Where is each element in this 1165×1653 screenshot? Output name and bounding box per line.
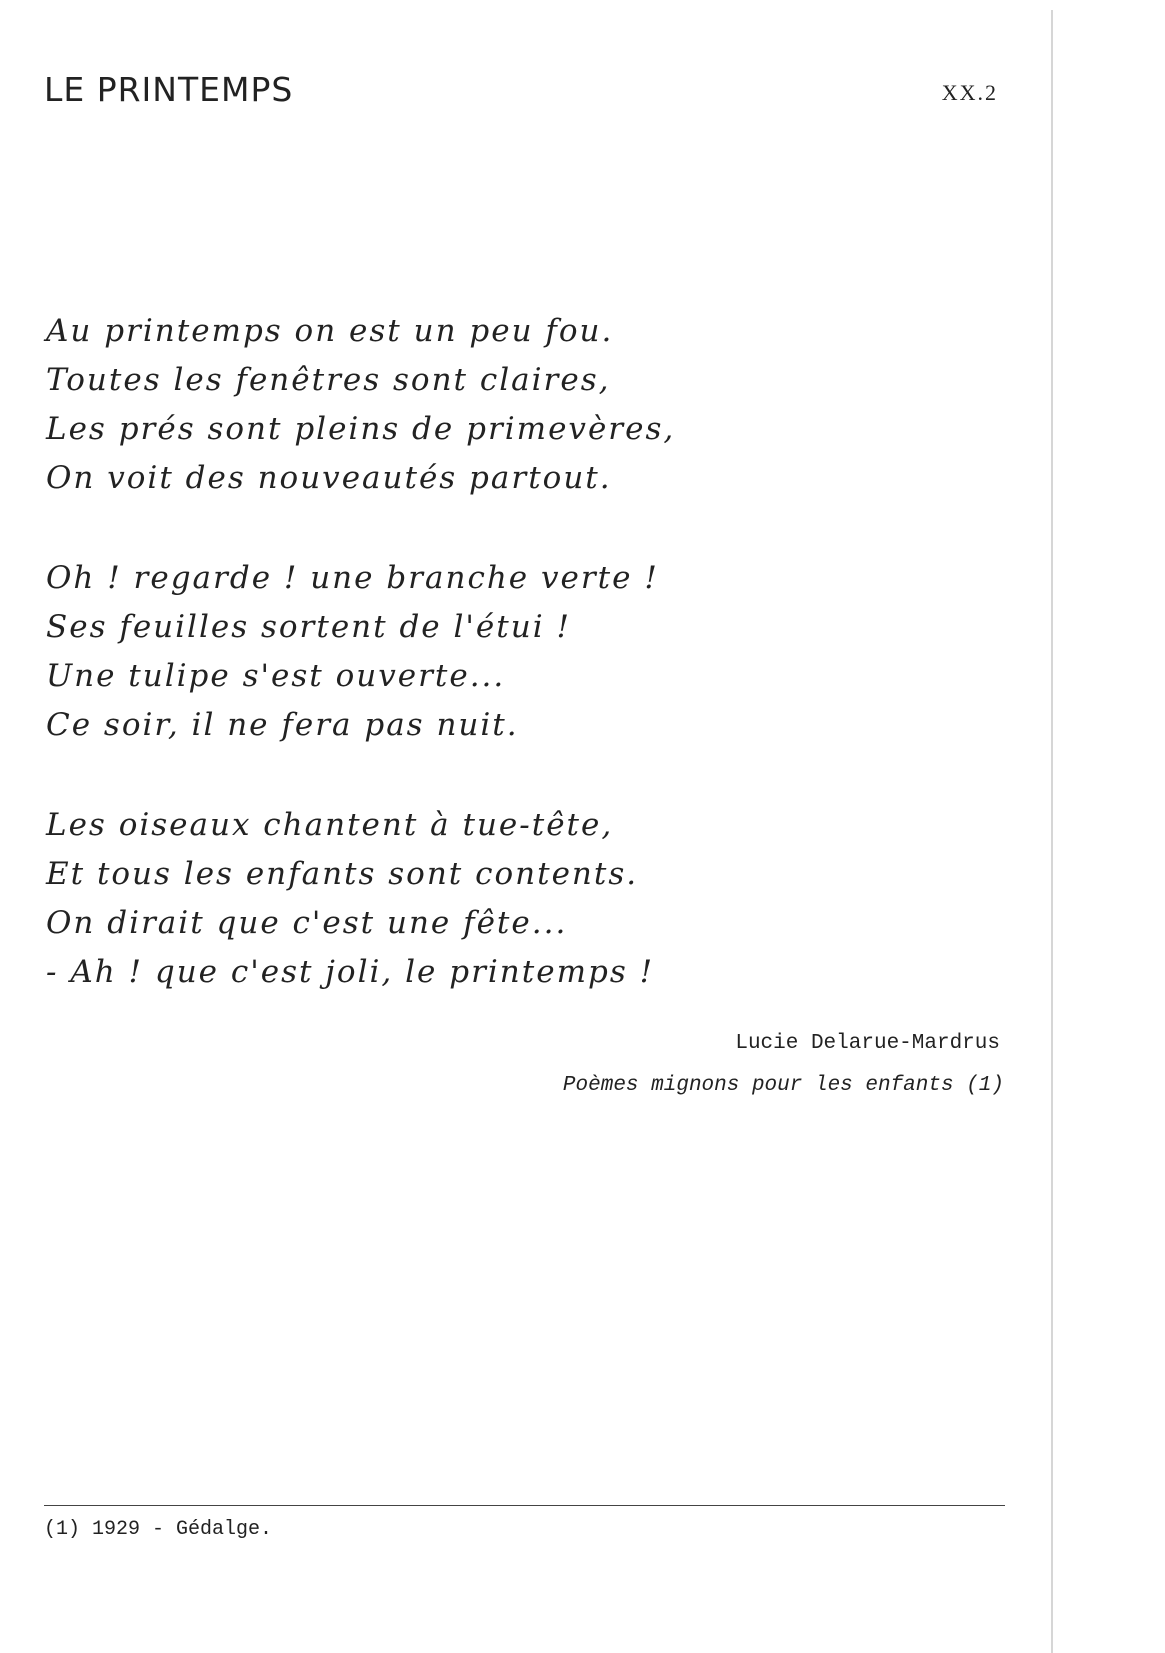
poem [46, 307, 946, 1048]
verse-line: Les prés sont pleins de primevères, [46, 411, 676, 447]
footnote-divider [44, 1505, 1005, 1506]
stanza-3 [46, 801, 946, 997]
verse-line: Toutes les fenêtres sont claires, [46, 362, 611, 398]
verse-line: Au printemps on est un peu fou. [46, 313, 614, 349]
stanza-1 [46, 307, 946, 503]
verse-line: Oh ! regarde ! une branche verte ! [46, 560, 659, 596]
verse-line: On dirait que c'est une fête... [46, 905, 568, 941]
author-name: Lucie Delarue-Mardrus [735, 1032, 1000, 1055]
verse-line: On voit des nouveautés partout. [46, 460, 612, 496]
footnote: (1) 1929 - Gédalge. [44, 1518, 273, 1541]
page-edge-line [1051, 10, 1053, 1653]
verse-line: - Ah ! que c'est joli, le printemps ! [46, 954, 655, 990]
verse-line: Et tous les enfants sont contents. [46, 856, 639, 892]
verse-line: Les oiseaux chantent à tue-tête, [46, 807, 614, 843]
stanza-2 [46, 554, 946, 750]
page-number: XX.2 [941, 80, 998, 105]
verse-line: Une tulipe s'est ouverte... [46, 658, 506, 694]
verse-line: Ses feuilles sortent de l'étui ! [46, 609, 571, 645]
page-title: LE PRINTEMPS [44, 70, 294, 109]
verse-line: Ce soir, il ne fera pas nuit. [46, 707, 519, 743]
source-title: Poèmes mignons pour les enfants (1) [562, 1074, 1004, 1097]
